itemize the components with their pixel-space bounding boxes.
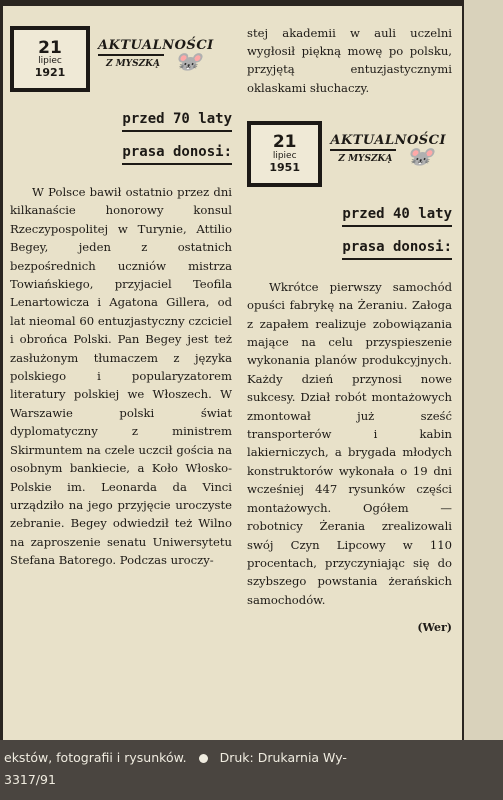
headline-years-ago: przed 40 laty bbox=[342, 206, 452, 227]
right-article bbox=[247, 28, 452, 634]
top-rule bbox=[0, 0, 503, 6]
headline-block bbox=[247, 203, 452, 260]
adjacent-page-strip bbox=[464, 0, 503, 740]
mouse-icon: 🐭 bbox=[174, 50, 202, 75]
date-year: 1951 bbox=[269, 160, 300, 174]
headline-years-ago: przed 70 laty bbox=[122, 111, 232, 132]
logo-line1: AKTUALNOŚCI bbox=[330, 132, 447, 148]
footer-printer: Druk: Drukarnia Wy- bbox=[219, 750, 347, 765]
date-badge bbox=[247, 121, 452, 187]
column-logo bbox=[98, 26, 228, 86]
article-body: W Polsce bawił ostatnio przez dni kilkanaście honorowy konsul Rzeczypospolitej w Turynie, Attilio Begey, jeden z ostatnich bezpośrednich uczniów mistrza Towiańskiego, przyjaciel Teofila Lenartowicza i Agatona Gillera, od lat nieomal 60 entuzjastyczny czciciel i obrońca Polski. Pan Begey jest też zasłużonym tłumaczem z języka polskiego i popularyzatorem literatury polskiej we Włoszech. W Warszawie polski świat dyplomatyczny z ministrem Skirmuntem na czele uczcił gościa na osobnym bankiecie, a Koło Włosko-Polskie im. Leonarda da Vinci urządziło na jego przyjęcie uroczyste zebranie. Begey odwiedził też Wilno na zaproszenie senatu Uniwersytetu Stefana Batorego. Podczas uroczy- bbox=[10, 185, 232, 568]
logo-line1: AKTUALNOŚCI bbox=[98, 38, 214, 53]
logo-underline bbox=[98, 54, 164, 56]
date-badge bbox=[10, 26, 232, 92]
headline-press-reports: prasa donosi: bbox=[122, 144, 232, 165]
date-month: lipiec bbox=[38, 56, 62, 67]
date-month: lipiec bbox=[272, 151, 297, 162]
author-signature: (Wer) bbox=[417, 620, 452, 634]
footer-band bbox=[0, 740, 503, 800]
logo-underline bbox=[330, 149, 396, 151]
date-day: 21 bbox=[38, 37, 62, 58]
logo-line2: Z MYSZKĄ bbox=[338, 153, 393, 164]
date-box bbox=[10, 26, 90, 92]
bullet-icon bbox=[199, 754, 208, 763]
column-logo bbox=[330, 121, 452, 181]
article-body: Wkrótce pierwszy samochód opuści fabrykę na Żeraniu. Załoga z zapałem realizuje zobowiązania mające na celu przyspieszenie wykonania planów produkcyjnych. Każdy dzień przynosi nowe sukcesy. Dział robót montażowych zmontował już sześć transporterów i kabin lakierniczych, a brygada młodych konstruktorów wykonała o 19 dni wcześniej 447 rysunków części montażowych. Ogółem — robotnicy Żerania zrealizowali swój Czyn Lipcowy w 110 procentach, przyczyniając się do szybszego powstania żerańskich samochodów. bbox=[247, 279, 452, 607]
mouse-icon: 🐭 bbox=[406, 144, 434, 170]
left-rule bbox=[0, 0, 3, 740]
left-article bbox=[10, 26, 232, 581]
headline-press-reports: prasa donosi: bbox=[342, 239, 452, 260]
footer-line2: 3317/91 bbox=[4, 772, 56, 787]
logo-line2: Z MYSZKĄ bbox=[106, 59, 160, 69]
date-box bbox=[247, 121, 322, 187]
footer-credits: ekstów, fotografii i rysunków. bbox=[4, 750, 187, 765]
headline-block bbox=[10, 108, 232, 165]
continued-text: stej akademii w auli uczelni wygłosił piękną mowę po polsku, przyjętą entuzjastycznymi oklaskami słuchaczy. bbox=[247, 26, 452, 95]
footer-line1 bbox=[4, 750, 347, 765]
date-year: 1921 bbox=[34, 65, 66, 79]
date-day: 21 bbox=[272, 132, 297, 153]
